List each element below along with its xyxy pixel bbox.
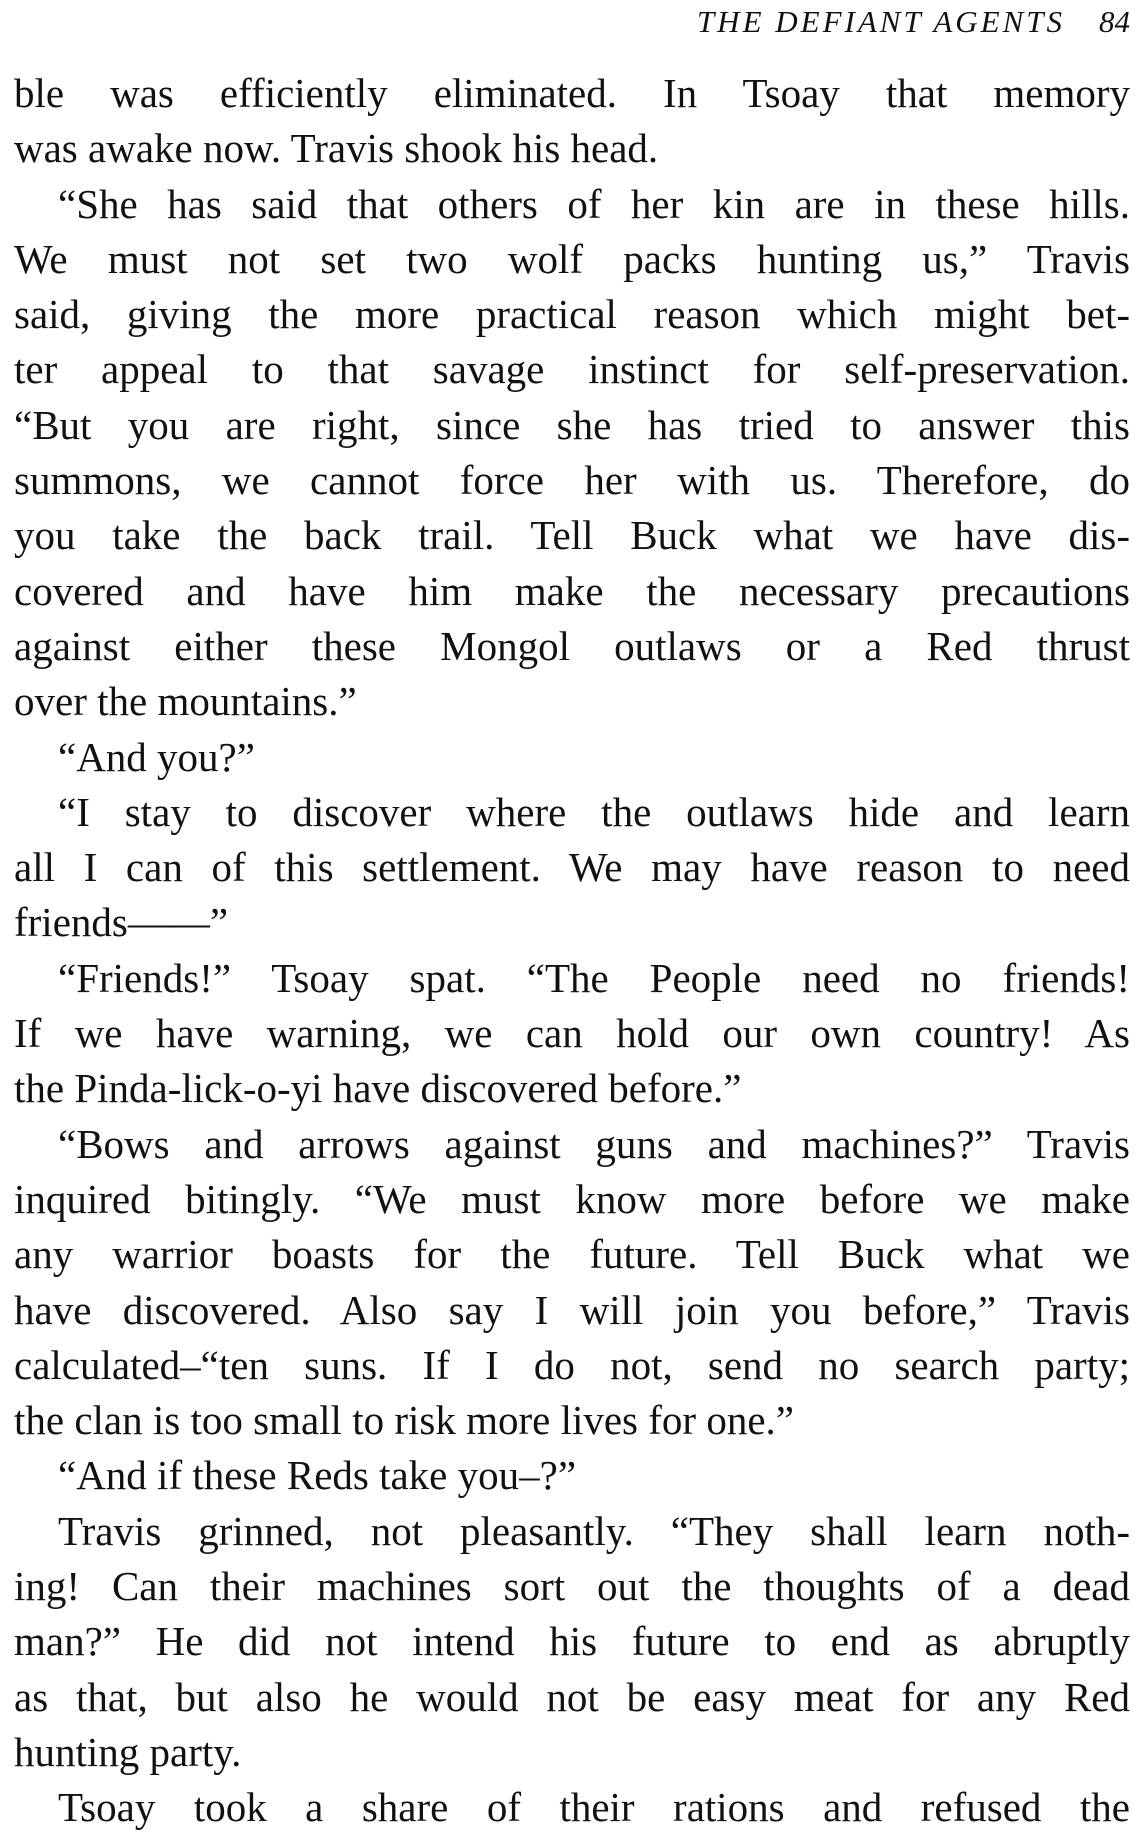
- text-line: ing! Can their machines sort out the thoughts of a dead: [14, 1563, 1130, 1610]
- text-line: said, giving the more practical reason which might bet-: [14, 291, 1130, 338]
- text-line: the Pinda-lick-o-yi have discovered before.”: [14, 1065, 742, 1112]
- text-line: We must not set two wolf packs hunting us,” Travis: [14, 235, 1130, 282]
- text-line: have discovered. Also say I will join you before,” Travis: [14, 1286, 1130, 1333]
- text-line: against either these Mongol outlaws or a Red thrust: [14, 622, 1130, 669]
- text-line: calculated–“ten suns. If I do not, send no search party;: [14, 1341, 1130, 1388]
- text-line: “And if these Reds take you–?”: [58, 1452, 577, 1499]
- text-line: “And you?”: [58, 733, 255, 780]
- text-line: “But you are right, since she has tried to answer this: [14, 401, 1130, 448]
- text-line: as that, but also he would not be easy meat for any Red: [14, 1673, 1130, 1720]
- text-line: Travis grinned, not pleasantly. “They shall learn noth-: [58, 1507, 1130, 1554]
- text-line: hunting party.: [14, 1728, 242, 1775]
- running-title: THE DEFIANT AGENTS: [696, 4, 1065, 39]
- text-line: Tsoay took a share of their rations and refused the: [58, 1784, 1130, 1831]
- page-number: 84: [1099, 4, 1130, 39]
- text-line: If we have warning, we can hold our own country! As: [14, 1010, 1130, 1057]
- text-line: all I can of this settlement. We may have reason to need: [14, 844, 1130, 891]
- text-line: was awake now. Travis shook his head.: [14, 125, 659, 172]
- text-line: over the mountains.”: [14, 678, 357, 725]
- running-head: [697, 4, 1130, 48]
- text-line: “She has said that others of her kin are in these hills.: [58, 180, 1130, 227]
- text-line: summons, we cannot force her with us. Therefore, do: [14, 457, 1130, 504]
- text-line: ter appeal to that savage instinct for self-preservation.: [14, 346, 1130, 393]
- text-line: inquired bitingly. “We must know more before we make: [14, 1175, 1130, 1222]
- text-line: covered and have him make the necessary precautions: [14, 567, 1130, 614]
- text-line: the clan is too small to risk more lives for one.”: [14, 1397, 794, 1444]
- text-line: “Bows and arrows against guns and machines?” Travis: [58, 1120, 1130, 1167]
- body-text: [14, 66, 1130, 1836]
- text-line: any warrior boasts for the future. Tell Buck what we: [14, 1231, 1130, 1278]
- text-line: you take the back trail. Tell Buck what we have dis-: [14, 512, 1130, 559]
- text-line: “I stay to discover where the outlaws hide and learn: [58, 788, 1130, 835]
- text-line: “Friends!” Tsoay spat. “The People need no friends!: [58, 954, 1130, 1001]
- text-line: man?” He did not intend his future to end as abruptly: [14, 1618, 1130, 1665]
- text-line: ble was efficiently eliminated. In Tsoay that memory: [14, 70, 1130, 116]
- text-line: friends——”: [14, 899, 229, 946]
